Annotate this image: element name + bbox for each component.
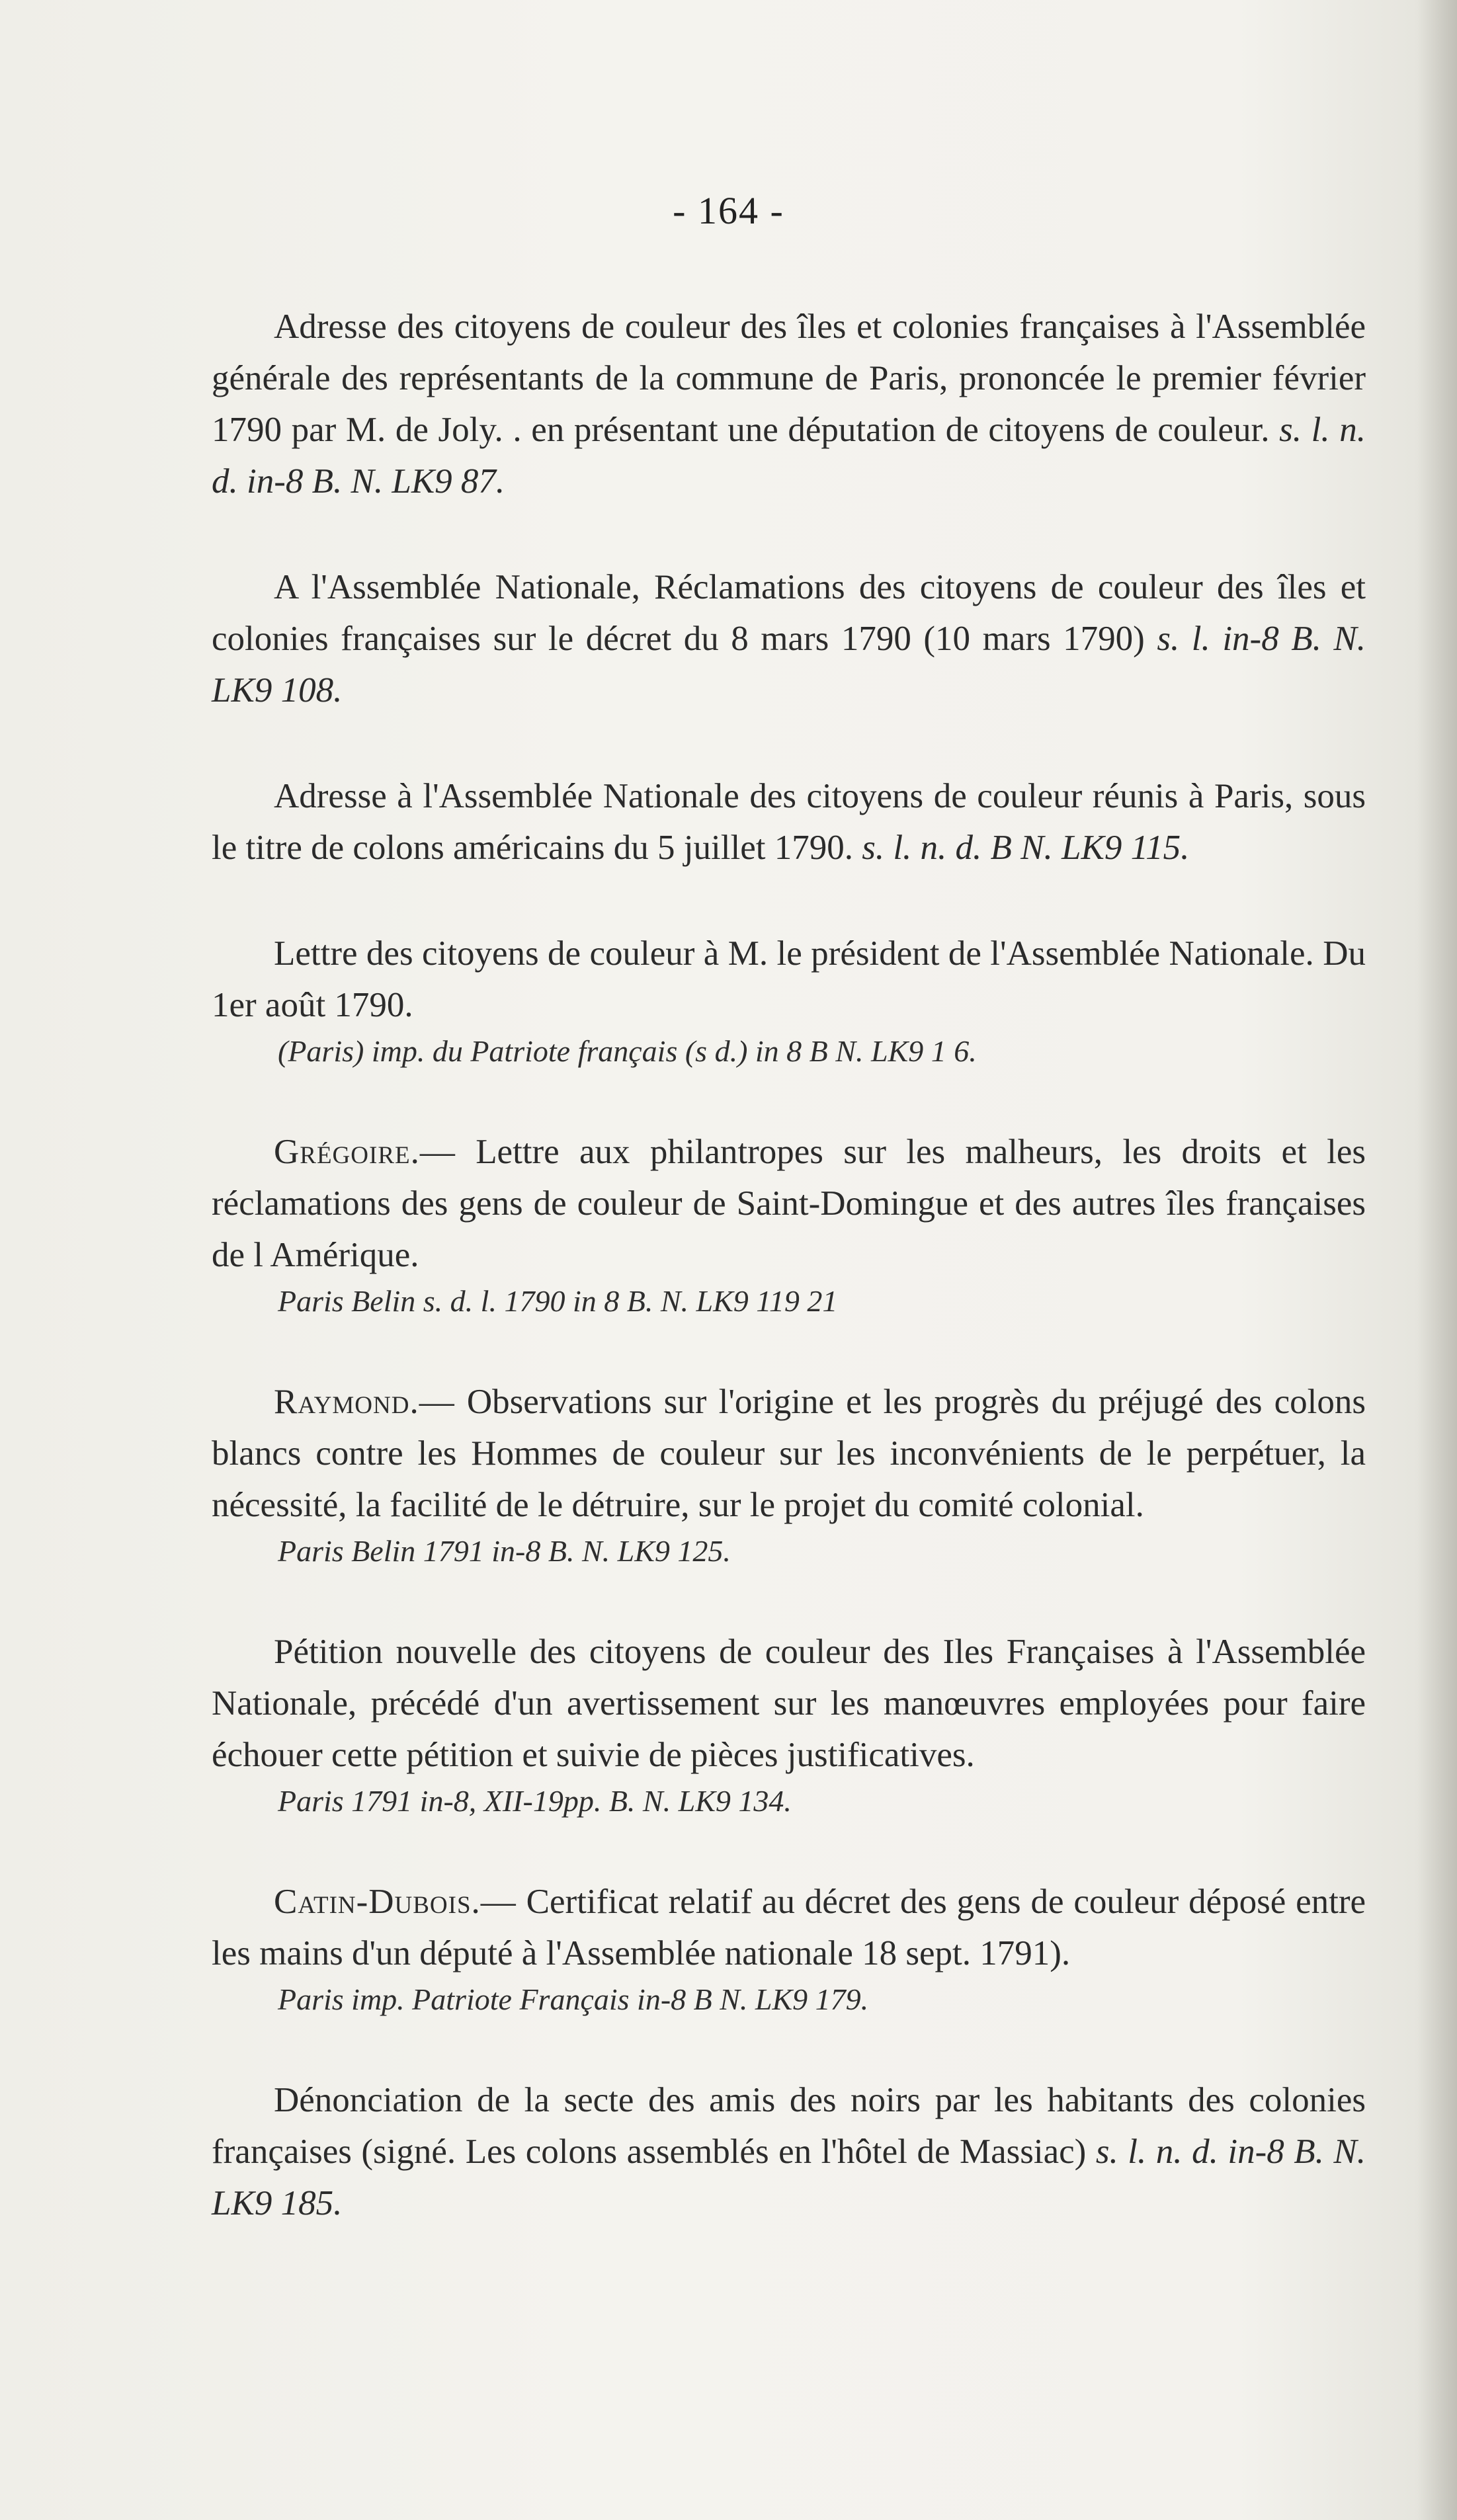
bibliography-entry <box>212 1376 1366 1572</box>
entry-imprint: Paris Belin s. d. l. 1790 in 8 B. N. LK9 119 21 <box>278 1284 838 1318</box>
entry-title: Adresse à l'Assemblée Nationale des citoyens de couleur réunis à Paris, sous le titre de colons américains du 5 juillet 1790. <box>212 777 1366 867</box>
entry-imprint: (Paris) imp. du Patriote français (s d.) in 8 B N. LK9 1 6. <box>278 1034 977 1068</box>
entry-text <box>212 1126 1366 1281</box>
bibliography-entry <box>212 2074 1366 2229</box>
page-edge-shadow <box>1417 0 1457 2520</box>
bibliography-entry <box>212 561 1366 716</box>
entry-imprint: Paris Belin 1791 in-8 B. N. LK9 125. <box>278 1534 731 1568</box>
entry-citation: s. l. n. d. B N. LK9 115. <box>862 829 1190 867</box>
entry-title: Lettre des citoyens de couleur à M. le président de l'Assemblée Nationale. Du 1er août 1790. <box>212 934 1366 1024</box>
bibliography-entry <box>212 1626 1366 1822</box>
entry-text <box>212 1876 1366 1979</box>
entry-author: Catin-Dubois.— <box>274 1883 517 1921</box>
entry-imprint: Paris imp. Patriote Français in-8 B N. LK9 179. <box>278 1982 869 2016</box>
bibliography-entry <box>212 1126 1366 1322</box>
bibliography-entry <box>212 1876 1366 2020</box>
entry-citation: s. l. in-8 B. N. LK9 108. <box>212 620 1366 710</box>
entry-title: Dénonciation de la secte des amis des noirs par les habitants des colonies françaises (signé. Les colons assemblés en l'hôtel de Massiac) <box>212 2081 1366 2171</box>
bibliography-entry <box>212 770 1366 874</box>
entry-author: Raymond.— <box>274 1383 455 1421</box>
bibliography-entry <box>212 928 1366 1072</box>
entry-imprint: Paris 1791 in-8, XII-19pp. B. N. LK9 134. <box>278 1784 792 1818</box>
entry-title: A l'Assemblée Nationale, Réclamations des citoyens de couleur des îles et colonies françaises sur le décret du 8 mars 1790 (10 mars 1790) <box>212 568 1366 658</box>
entry-text <box>212 2074 1366 2229</box>
entry-title: Adresse des citoyens de couleur des îles et colonies françaises à l'Assemblée générale des représentants de la commune de Paris, prononcée le premier février 1790 par M. de Joly. . en présentant une députation de citoyens de couleur. <box>212 307 1366 449</box>
entry-citation: s. l. n. d. in-8 B. N. LK9 87. <box>212 411 1366 501</box>
page-number: - 164 - <box>673 189 784 232</box>
entry-text <box>212 301 1366 507</box>
entry-citation: s. l. n. d. in-8 B. N. LK9 185. <box>212 2133 1366 2222</box>
entry-text <box>212 1376 1366 1531</box>
entry-text <box>212 1626 1366 1781</box>
entry-text <box>212 561 1366 716</box>
entry-author: Grégoire.— <box>274 1133 456 1171</box>
entry-text <box>212 928 1366 1031</box>
entry-title: Pétition nouvelle des citoyens de couleur des Iles Françaises à l'Assemblée Nationale, précédé d'un avertissement sur les manœuvres employées pour faire échouer cette pétition et suivie de pièces justificatives. <box>212 1633 1366 1774</box>
bibliography-entry <box>212 301 1366 507</box>
bibliography-list <box>212 301 1366 2283</box>
entry-text <box>212 770 1366 874</box>
entry-title: Observations sur l'origine et les progrès du préjugé des colons blancs contre les Hommes de couleur sur les inconvénients de le perpétuer, la nécessité, la facilité de le détruire, sur le projet du comité colonial. <box>212 1383 1366 1524</box>
entry-title: Lettre aux philantropes sur les malheurs, les droits et les réclamations des gens de couleur de Saint-Domingue et des autres îles françaises de l Amérique. <box>212 1133 1366 1274</box>
entry-title: Certificat relatif au décret des gens de couleur déposé entre les mains d'un député à l'Assemblée nationale 18 sept. 1791). <box>212 1883 1366 1972</box>
